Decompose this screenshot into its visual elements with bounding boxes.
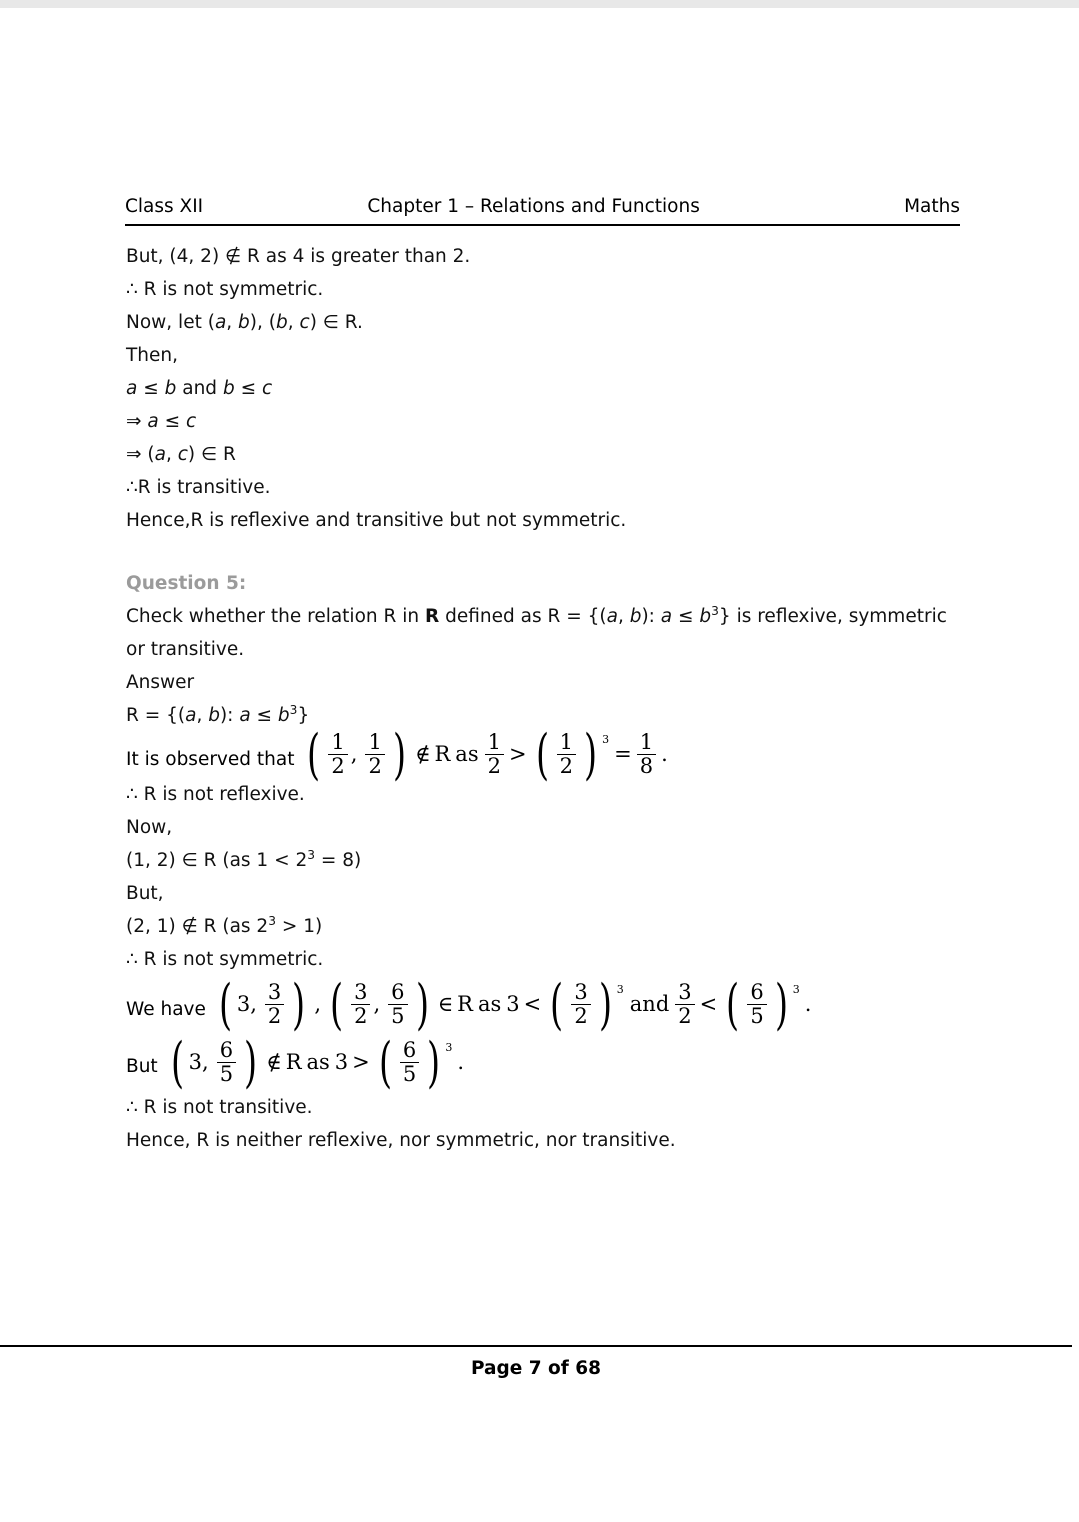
less-than-symbol: < (699, 992, 718, 1017)
set-R: R (457, 992, 473, 1017)
text-line-but-4-2: But, (4, 2) ∉ R as 4 is greater than 2. (126, 246, 471, 267)
fraction-three-halves: $\frac{3}{2}$ (675, 982, 694, 1028)
question-heading: Question 5: (126, 573, 247, 594)
period: . (661, 742, 668, 767)
text-line-implies-ac-in-R: ⇒ (a, c) ∈ R (126, 444, 236, 465)
header-class-label: Class XII (125, 196, 204, 217)
math-line-it-is-observed (126, 723, 966, 787)
left-paren: ( (330, 972, 344, 1036)
period: . (457, 1050, 464, 1075)
math-line-we-have (126, 972, 966, 1036)
equation-half-not-in-R (300, 723, 669, 787)
text-line-not-symmetric: ∴ R is not symmetric. (126, 279, 324, 300)
paren-group-three-halves-six-fifths (324, 972, 435, 1036)
left-paren: ( (170, 1030, 184, 1094)
fraction-one-half: $\frac{1}{2}$ (557, 732, 576, 778)
exponent-3: 3 (792, 982, 800, 996)
right-paren: ) (427, 1030, 441, 1094)
fraction-three-halves: $\frac{3}{2}$ (571, 982, 590, 1028)
text-line-then: Then, (126, 345, 179, 366)
element-of-symbol: ∈ (437, 992, 454, 1017)
comma-separator: , (373, 992, 381, 1017)
exponent-3: 3 (289, 702, 298, 717)
number-3: 3 (334, 1050, 349, 1075)
left-paren: ( (218, 972, 232, 1036)
left-paren: ( (378, 1030, 392, 1094)
period: . (804, 992, 812, 1017)
equation-pairs-in-R (212, 972, 814, 1036)
text-line-hence-reflexive-transitive: Hence,R is reflexive and transitive but not symmetric. (126, 510, 627, 531)
question-prompt-line1: Check whether the relation R in R defined as R = {(a, b): $a \le b^3$} is reflexive, symmetric (126, 603, 947, 627)
greater-than-symbol: > (508, 742, 527, 767)
fraction-six-fifths: $\frac{6}{5}$ (388, 982, 407, 1028)
question-prompt-line2: or transitive. (126, 639, 245, 660)
text-line-implies-a-le-c: ⇒ a ≤ c (126, 411, 197, 432)
set-R: R (434, 742, 451, 767)
text-line-not-reflexive: ∴ R is not reflexive. (126, 783, 305, 805)
page-header (125, 196, 960, 226)
right-paren: ) (584, 723, 598, 787)
as-word: as (306, 1050, 330, 1075)
text-line-conclusion: Hence, R is neither reflexive, nor symmetric, nor transitive. (126, 1130, 676, 1152)
as-word: as (455, 742, 479, 767)
exponent-3: 3 (268, 913, 276, 928)
exponent-3: 3 (307, 847, 315, 862)
fraction-one-eighth: $\frac{1}{8}$ (637, 732, 656, 778)
fraction-three-halves: $\frac{3}{2}$ (265, 982, 284, 1028)
fraction-six-fifths: $\frac{6}{5}$ (400, 1040, 419, 1086)
whole-number-3: 3, (188, 1050, 209, 1075)
math-line-but (126, 1030, 966, 1094)
text-line-not-transitive: ∴ R is not transitive. (126, 1097, 313, 1119)
fraction-six-fifths: $\frac{6}{5}$ (747, 982, 766, 1028)
paren-group-six-fifths-cubed (720, 972, 802, 1036)
set-R: R (285, 1050, 302, 1075)
paren-group-3-three-halves (213, 972, 312, 1036)
footer-divider (0, 1345, 1072, 1347)
text-line-1-2-in-R: (1, 2) ∈ R (as $1 < 2^3 = 8$) (126, 847, 362, 871)
paren-group-3-six-fifths (165, 1030, 264, 1094)
paren-group-three-halves-cubed (544, 972, 626, 1036)
number-3: 3 (506, 992, 520, 1017)
math-lead-text: It is observed that (126, 748, 301, 770)
section-spacer (126, 537, 966, 567)
right-paren: ) (392, 723, 406, 787)
fraction-six-fifths: $\frac{6}{5}$ (217, 1040, 236, 1086)
greater-than-symbol: > (352, 1050, 370, 1075)
text-line-a-le-b-and-b-le-c: a ≤ b and b ≤ c (126, 378, 273, 399)
exponent-3: 3 (711, 603, 719, 618)
header-subject-label: Maths (904, 196, 960, 217)
and-word: and (629, 992, 670, 1017)
equation-3-six-fifths-not-in-R (164, 1030, 466, 1094)
left-paren: ( (535, 723, 549, 787)
exponent-3: 3 (445, 1040, 453, 1054)
less-than-symbol: < (523, 992, 542, 1017)
math-lead-text: But (126, 1056, 164, 1078)
answer-label: Answer (126, 672, 195, 693)
left-paren: ( (550, 972, 564, 1036)
paren-group-half-half (301, 723, 412, 787)
left-paren: ( (307, 723, 321, 787)
text-line-now: Now, (126, 816, 173, 838)
page-content (126, 240, 966, 1157)
fraction-one-half: $\frac{1}{2}$ (365, 732, 384, 778)
math-lead-text: We have (126, 998, 212, 1020)
text-line-is-transitive: ∴R is transitive. (126, 477, 271, 498)
whole-number-3: 3, (236, 992, 257, 1017)
footer-page-number: Page 7 of 68 (470, 1358, 602, 1379)
comma-separator: , (350, 742, 358, 767)
relation-definition: R = {(a, b): $a \le b^3$} (126, 702, 310, 726)
exponent-3: 3 (602, 733, 610, 746)
right-paren: ) (244, 1030, 258, 1094)
text-line-not-symmetric-2: ∴ R is not symmetric. (126, 948, 324, 970)
equals-symbol: = (614, 742, 632, 767)
paren-group-half-cubed (530, 723, 612, 787)
right-paren: ) (598, 972, 612, 1036)
right-paren: ) (415, 972, 429, 1036)
right-paren: ) (774, 972, 788, 1036)
text-line-now-let: Now, let (a, b), (b, c) ∈ R. (126, 312, 363, 333)
fraction-one-half: $\frac{1}{2}$ (485, 732, 504, 778)
not-element-of-symbol: ∉ (266, 1050, 282, 1075)
header-chapter-title: Chapter 1 – Relations and Functions (367, 196, 700, 217)
fraction-one-half: $\frac{1}{2}$ (328, 732, 347, 778)
as-word: as (477, 992, 502, 1017)
text-line-but: But, (126, 882, 164, 904)
left-paren: ( (726, 972, 740, 1036)
right-paren: ) (292, 972, 306, 1036)
paren-group-six-fifths-cubed (373, 1030, 455, 1094)
text-line-2-1-not-in-R: (2, 1) ∉ R (as $2^3 > 1$) (126, 913, 323, 937)
comma-separator: , (314, 992, 322, 1017)
not-element-of-symbol: ∉ (414, 742, 431, 767)
fraction-three-halves: $\frac{3}{2}$ (351, 982, 370, 1028)
exponent-3: 3 (616, 982, 624, 996)
